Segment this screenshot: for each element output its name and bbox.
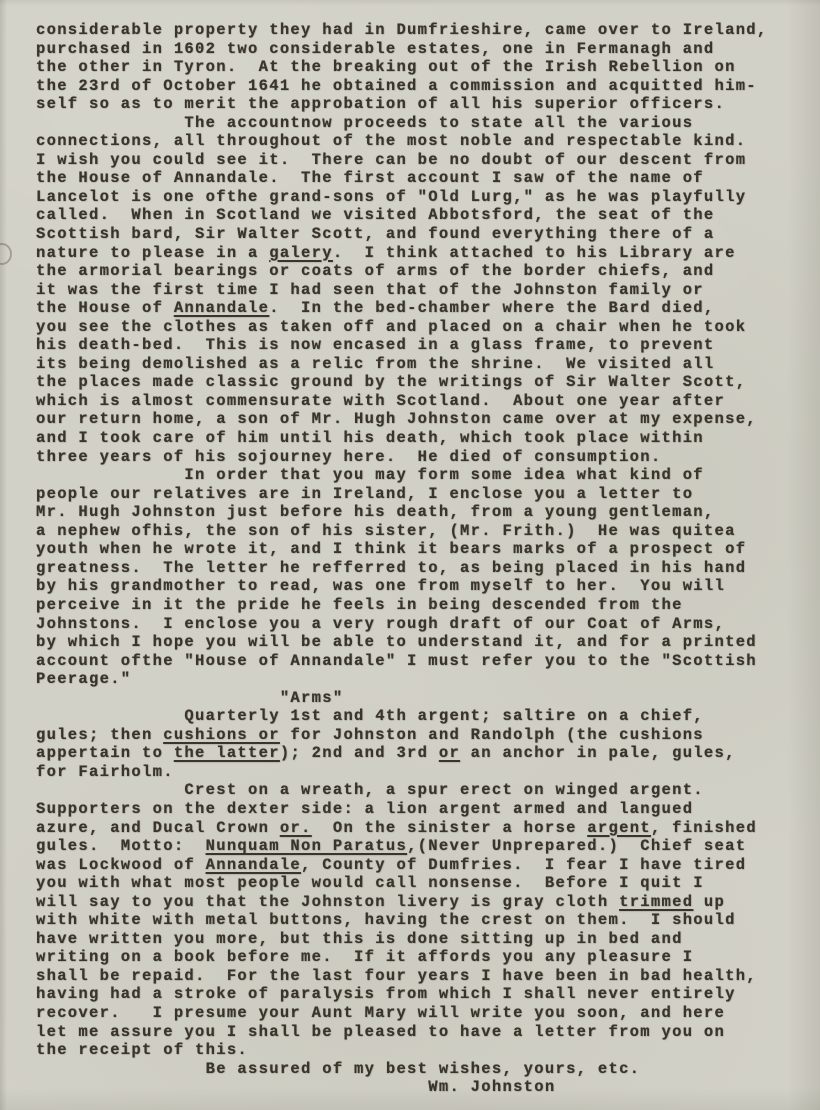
underlined-text: or [438,744,461,763]
text-line: by his grandmother to read, was one from myself to her. You will [36,577,726,596]
text-line: azure, and Ducal Crown or. On the sinister a horse argent, finished [36,818,757,837]
text-line: for Fairholm. [36,762,174,781]
text-line: appertain to the latter); 2nd and 3rd or an anchor in pale, gules, [36,744,736,763]
text-line: the House of Annandale. In the bed-chamber where the Bard died, [36,299,715,318]
text-line: the places made classic ground by the writings of Sir Walter Scott, [36,373,747,392]
underlined-text: argent [587,818,651,837]
text-line: which is almost commensurate with Scotland. About one year after [36,391,726,410]
scan-artifact-mark [0,243,12,265]
text-line: nature to please in a galery. I think attached to his Library are [36,243,736,262]
text-line: will say to you that the Johnston livery is gray cloth trimmed up [36,892,726,911]
text-line: called. When in Scotland we visited Abbotsford, the seat of the [36,206,715,225]
text-line: having had a stroke of paralysis from which I shall never entirely [36,985,736,1004]
text-line: account ofthe "House of Annandale" I must refer you to the "Scottish [36,651,757,670]
text-line: "Arms" [36,688,344,707]
text-line: Lancelot is one ofthe grand-sons of "Old Lurg," as he was playfully [36,187,747,206]
text-line: let me assure you I shall be pleased to have a letter from you on [36,1022,726,1041]
text-line: perceive in it the pride he feels in being descended from the [36,595,683,614]
text-line: Quarterly 1st and 4th argent; saltire on a chief, [36,707,704,726]
text-line: Be assured of my best wishes, yours, etc. [36,1059,641,1078]
underlined-text: or. [279,818,312,837]
underlined-text: cushions or [163,725,280,744]
text-line: shall be repaid. For the last four years I have been in bad health, [36,966,757,985]
underlined-text: trimmed [619,892,694,911]
text-line: the House of Annandale. The first account I saw of the name of [36,169,704,188]
text-line: it was the first time I had seen that of the Johnston family or [36,280,704,299]
underlined-text: Annandale [205,855,302,874]
text-line: Supporters on the dexter side: a lion argent armed and langued [36,799,694,818]
text-line: considerable property they had in Dumfrieshire, came over to Ireland, [36,21,768,39]
text-line: the 23rd of October 1641 he obtained a commission and acquitted him- [36,76,757,95]
text-line: three years of his sojourney here. He died of consumption. [36,447,662,466]
text-line: writing on a book before me. If it affords you any pleasure I [36,948,694,967]
text-line: our return home, a son of Mr. Hugh Johnston came over at my expense, [36,410,757,429]
text-line: purchased in 1602 two considerable estates, one in Fermanagh and [36,39,715,58]
text-line: The accountnow proceeds to state all the various [36,113,694,132]
text-line: by which I hope you will be able to understand it, and for a printed [36,633,757,652]
text-line: the armorial bearings or coats of arms of the border chiefs, and [36,262,715,281]
text-line: self so as to merit the approbation of all his superior officers. [36,95,726,114]
text-line: Peerage." [36,670,132,689]
text-line: Mr. Hugh Johnston just before his death, from a young gentleman, [36,503,715,522]
text-line: Crest on a wreath, a spur erect on winged argent. [36,781,704,800]
text-line: Scottish bard, Sir Walter Scott, and found everything there of a [36,225,715,244]
underlined-text: Annandale [173,299,270,318]
text-line: connections, all throughout of the most noble and respectable kind. [36,132,747,151]
text-line: I wish you could see it. There can be no doubt of our descent from [36,150,747,169]
text-line: his death-bed. This is now encased in a glass frame, to prevent [36,336,715,355]
text-line: youth when he wrote it, and I think it bears marks of a prospect of [36,540,747,559]
underlined-text: Nunquam Non Paratus [205,837,408,856]
text-line: In order that you may form some idea what kind of [36,466,704,485]
text-line: gules. Motto: Nunquam Non Paratus,(Never Unprepared.) Chief seat [36,837,747,856]
document-text [36,21,768,1097]
text-line: its being demolished as a relic from the shrine. We visited all [36,354,715,373]
underlined-text: the latter [173,744,280,763]
text-line: with white with metal buttons, having the crest on them. I should [36,911,736,930]
text-line: and I took care of him until his death, which took place within [36,429,704,448]
text-line: the receipt of this. [36,1041,249,1060]
text-line: was Lockwood of Annandale, County of Dumfries. I fear I have tired [36,855,747,874]
text-line: the other in Tyron. At the breaking out of the Irish Rebellion on [36,58,736,77]
underlined-text: galery [269,243,333,262]
text-line: a nephew ofhis, the son of his sister, (Mr. Frith.) He was quitea [36,521,736,540]
text-line: people our relatives are in Ireland, I enclose you a letter to [36,484,694,503]
text-line: greatness. The letter he refferred to, as being placed in his hand [36,558,747,577]
text-line: gules; then cushions or for Johnston and Randolph (the cushions [36,725,704,744]
text-line: have written you more, but this is done sitting up in bed and [36,929,683,948]
text-line: Johnstons. I enclose you a very rough draft of our Coat of Arms, [36,614,726,633]
text-line: recover. I presume your Aunt Mary will write you soon, and here [36,1003,726,1022]
text-line: you see the clothes as taken off and placed on a chair when he took [36,317,747,336]
text-line: you with what most people would call nonsense. Before I quit I [36,874,704,893]
text-line: Wm. Johnston [36,1078,556,1097]
